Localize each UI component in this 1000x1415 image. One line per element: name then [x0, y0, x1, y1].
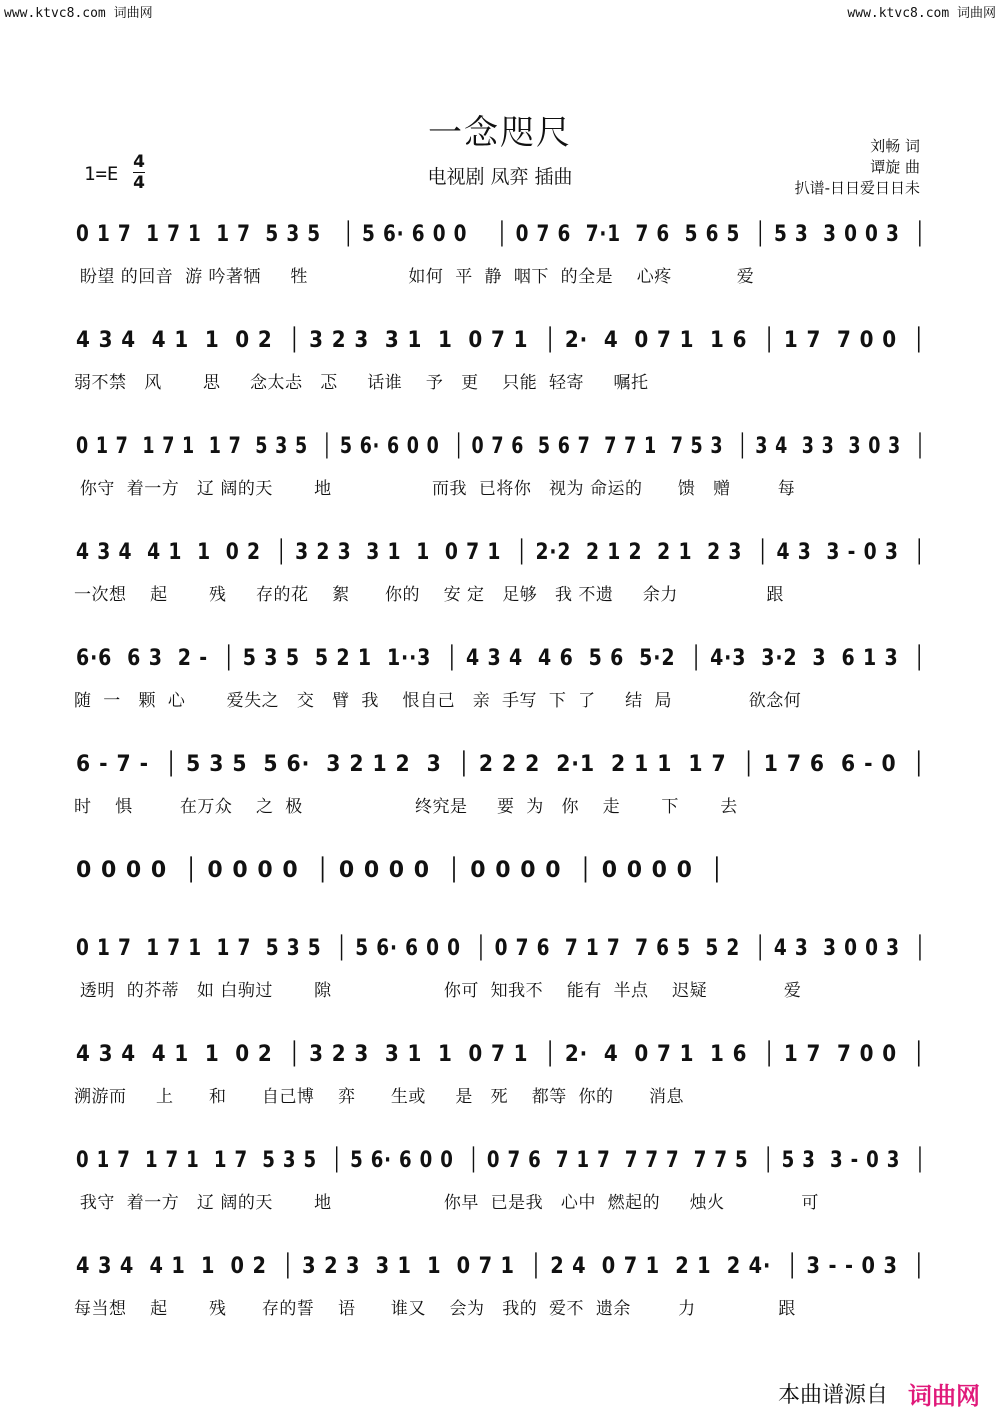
lyrics-row: 弱不禁 风 思 念太忐 忑 话谁 予 更 只能 轻寄 嘱托 [74, 373, 649, 393]
credits [795, 136, 920, 199]
notation-row: 0 1 7 1 7 1 1 7 5 3 5 │ 5 6· 6 0 0 │ 0 7 6 5 6 7 7 7 1 7 5 3 │ 3 4 3 3 3 0 3 │ [76, 434, 927, 459]
notation-row: 0 1 7 1 7 1 1 7 5 3 5 │ 5 6· 6 0 0 │ 0 7 6 7 1 7 7 6 5 5 2 │ 4 3 3 0 0 3 │ [76, 936, 927, 961]
notation-row: 0 1 7 1 7 1 1 7 5 3 5 │ 5 6· 6 0 0 │ 0 7 6 7·1 7 6 5 6 5 │ 5 3 3 0 0 3 │ [76, 222, 927, 247]
notation-row: 6·6 6 3 2 - │ 5 3 5 5 2 1 1··3 │ 4 3 4 4 6 5 6 5·2 │ 4·3 3·2 3 6 1 3 │ [76, 646, 926, 671]
lyrics-row: 我守 着一方 辽 阔的天 地 你早 已是我 心中 燃起的 烛火 可 [74, 1193, 819, 1213]
meter-bottom: 4 [133, 173, 145, 193]
lyrics-row: 一次想 起 残 存的花 絮 你的 安 定 足够 我 不遗 余力 跟 [74, 585, 784, 605]
header-left-watermark: www.ktvc8.com 词曲网 [4, 6, 153, 21]
footer-source: 本曲谱源自 [777, 1383, 888, 1408]
notation-row: 0 0 0 0 │ 0 0 0 0 │ 0 0 0 0 │ 0 0 0 0 │ 0 0 0 0 │ [76, 858, 725, 883]
song-title: 一念咫尺 [428, 113, 572, 153]
lyricist-credit: 刘畅 词 [870, 137, 920, 155]
time-signature [133, 152, 145, 193]
key-signature: 1=E [84, 163, 119, 185]
lyrics-row: 每当想 起 残 存的誓 语 谁又 会为 我的 爱不 遗余 力 跟 [74, 1299, 796, 1319]
lyrics-row: 溯游而 上 和 自己博 弈 生或 是 死 都等 你的 消息 [74, 1087, 684, 1107]
notation-row: 4 3 4 4 1 1 0 2 │ 3 2 3 3 1 1 0 7 1 │ 2· 4 0 7 1 1 6 │ 1 7 7 0 0 │ [76, 1042, 926, 1067]
transcriber-credit: 扒谱-日日爱日日未 [794, 179, 920, 197]
lyrics-row: 时 惧 在万众 之 极 终究是 要 为 你 走 下 去 [74, 797, 738, 817]
lyrics-row: 随 一 颗 心 爱失之 交 臂 我 恨自己 亲 手写 下 了 结 局 欲念何 [74, 691, 802, 711]
song-subtitle: 电视剧 凤弈 插曲 [427, 166, 573, 188]
footer-site-logo: 词曲网 [908, 1382, 980, 1410]
lyrics-row: 盼望 的回音 游 吟著牺 牲 如何 平 静 咽下 的全是 心疼 爱 [74, 267, 755, 287]
notation-row: 4 3 4 4 1 1 0 2 │ 3 2 3 3 1 1 0 7 1 │ 2· 4 0 7 1 1 6 │ 1 7 7 0 0 │ [76, 328, 926, 353]
notation-row: 0 1 7 1 7 1 1 7 5 3 5 │ 5 6· 6 0 0 │ 0 7 6 7 1 7 7 7 7 7 7 5 │ 5 3 3 - 0 3 │ [76, 1148, 927, 1173]
meter-top: 4 [133, 152, 145, 172]
notation-row: 4 3 4 4 1 1 0 2 │ 3 2 3 3 1 1 0 7 1 │ 2 4 0 7 1 2 1 2 4· │ 3 - - 0 3 │ [76, 1254, 926, 1279]
header-right-watermark: www.ktvc8.com 词曲网 [847, 6, 996, 21]
composer-credit: 谭旋 曲 [870, 158, 920, 176]
notation-row: 4 3 4 4 1 1 0 2 │ 3 2 3 3 1 1 0 7 1 │ 2·2 2 1 2 2 1 2 3 │ 4 3 3 - 0 3 │ [76, 540, 926, 565]
lyrics-row: 你守 着一方 辽 阔的天 地 而我 已将你 视为 命运的 馈 赠 每 [74, 479, 796, 499]
notation-row: 6 - 7 - │ 5 3 5 5 6· 3 2 1 2 3 │ 2 2 2 2·1 2 1 1 1 7 │ 1 7 6 6 - 0 │ [76, 752, 926, 777]
lyrics-row: 透明 的芥蒂 如 白驹过 隙 你可 知我不 能有 半点 迟疑 爱 [74, 981, 802, 1001]
